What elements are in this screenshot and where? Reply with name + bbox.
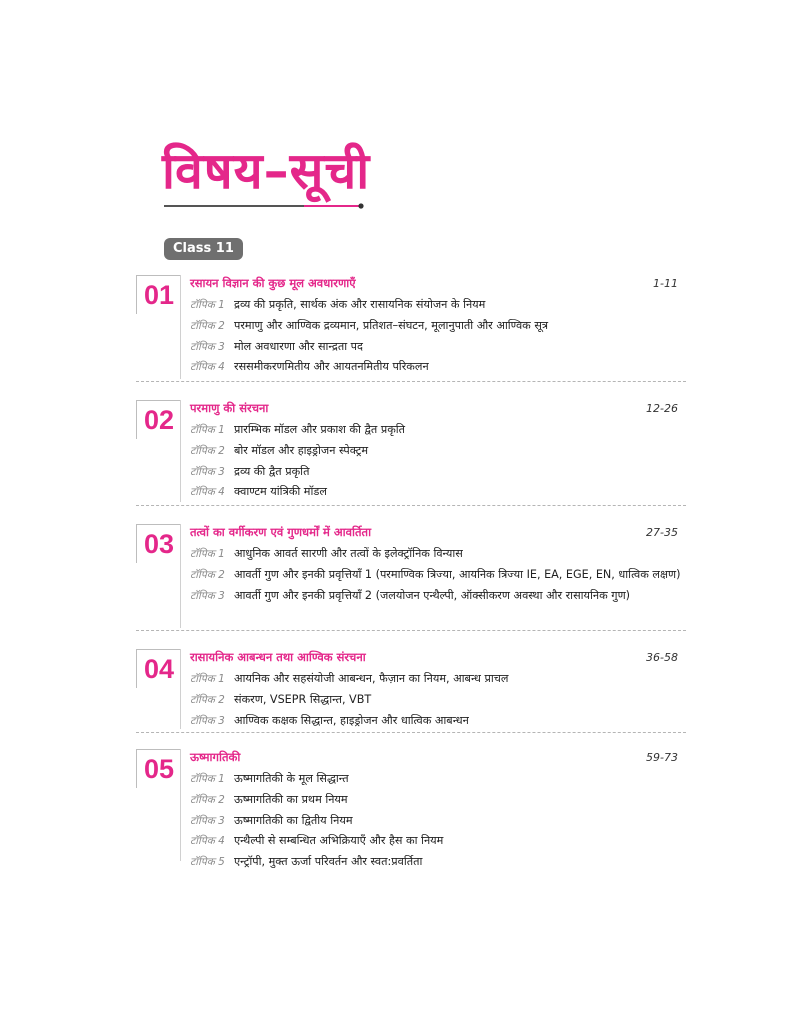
topic-item[interactable] [190,357,686,378]
topic-item[interactable] [190,711,686,732]
chapter-number: 01 [136,275,181,314]
topic-label: टॉपिक 1 [190,548,225,560]
topic-label: टॉपिक 3 [190,465,225,478]
chapter-number: 03 [136,524,181,563]
topic-label: टॉपिक 3 [190,589,225,602]
topic-text: आवर्ती गुण और इनकी प्रवृत्तियाँ 1 (परमाण्विक त्रिज्या, आयनिक त्रिज्या IE, EA, EGE, EN, धात्विक लक्षण) [234,567,681,581]
chapter-title[interactable]: तत्वों का वर्गीकरण एवं गुणधर्मों में आवर्तिता [190,525,372,539]
chapter-05 [136,749,686,869]
chapter-separator [136,630,686,631]
chapter-divider [180,649,181,729]
topic-label: टॉपिक 1 [190,773,225,785]
topic-item[interactable] [190,852,686,873]
topic-item[interactable] [190,669,686,690]
chapter-pages: 27-35 [646,526,678,539]
chapter-title[interactable]: परमाणु की संरचना [190,401,269,415]
class-badge: Class 11 [164,238,243,260]
topic-label: टॉपिक 5 [190,856,225,869]
topic-item[interactable] [190,337,686,358]
topic-label: टॉपिक 3 [190,340,225,353]
chapter-divider [180,524,181,628]
topic-label: टॉपिक 2 [190,568,225,581]
topic-label: टॉपिक 1 [190,299,225,311]
chapter-title[interactable]: रासायनिक आबन्धन तथा आण्विक संरचना [190,650,366,664]
topic-text: ऊष्मागतिकी का द्वितीय नियम [234,813,353,827]
topic-item[interactable] [190,316,686,337]
topic-item[interactable] [190,811,686,832]
chapter-number: 05 [136,749,181,788]
topic-label: टॉपिक 1 [190,673,225,685]
chapter-number: 02 [136,400,181,439]
topic-text: ऊष्मागतिकी का प्रथम नियम [234,792,348,806]
topic-text: मोल अवधारणा और सान्द्रता पद [234,339,363,353]
title-underline [164,203,364,209]
topic-item[interactable] [190,295,686,316]
topic-text: ऊष्मागतिकी के मूल सिद्धान्त [234,772,349,785]
chapter-separator [136,381,686,382]
topic-item[interactable] [190,420,686,441]
topic-text: द्रव्य की प्रकृति, सार्थक अंक और रासायनिक संयोजन के नियम [234,298,486,311]
topic-text: एन्ट्रॉपी, मुक्त ऊर्जा परिवर्तन और स्वत:प्रवर्तिता [234,855,423,869]
topic-label: टॉपिक 2 [190,793,225,806]
topic-item[interactable] [190,586,686,607]
topic-label: टॉपिक 4 [190,486,225,499]
topic-text: परमाणु और आण्विक द्रव्यमान, प्रतिशत–संघटन, मूलानुपाती और आण्विक सूत्र [234,318,549,332]
topic-text: आण्विक कक्षक सिद्धान्त, हाइड्रोजन और धात्विक आबन्धन [234,713,469,727]
topic-item[interactable] [190,565,686,586]
topic-text: संकरण, VSEPR सिद्धान्त, VBT [234,692,372,706]
topic-text: क्वाण्टम यांत्रिकी मॉडल [234,485,327,499]
chapter-title[interactable]: रसायन विज्ञान की कुछ मूल अवधारणाएँ [190,276,356,290]
chapter-divider [180,749,181,861]
topic-item[interactable] [190,790,686,811]
topic-label: टॉपिक 4 [190,835,225,848]
topic-text: द्रव्य की द्वैत प्रकृति [234,464,310,478]
chapter-divider [180,275,181,379]
chapter-divider [180,400,181,502]
chapter-pages: 36-58 [646,651,678,664]
page-title: विषय–सूची [162,142,371,200]
topic-item[interactable] [190,482,686,503]
topic-text: आवर्ती गुण और इनकी प्रवृत्तियाँ 2 (जलयोजन एन्थैल्पी, ऑक्सीकरण अवस्था और रासायनिक गुण) [234,588,631,602]
topic-item[interactable] [190,769,686,790]
chapter-04 [136,649,686,729]
topic-item[interactable] [190,441,686,462]
topic-label: टॉपिक 2 [190,444,225,457]
topic-item[interactable] [190,690,686,711]
topic-label: टॉपिक 3 [190,714,225,727]
chapter-separator [136,505,686,506]
chapter-03 [136,524,686,628]
topic-item[interactable] [190,544,686,565]
topic-text: एन्थैल्पी से सम्बन्धित अभिक्रियाएँ और हैस का नियम [234,834,444,848]
topic-text: आयनिक और सहसंयोजी आबन्धन, फैज़ान का नियम, आबन्ध प्राचल [234,672,509,685]
topic-item[interactable] [190,462,686,483]
topic-text: प्रारम्भिक मॉडल और प्रकाश की द्वैत प्रकृति [234,423,406,436]
topic-text: आधुनिक आवर्त सारणी और तत्वों के इलेक्ट्रॉनिक विन्यास [234,547,463,560]
chapter-pages: 1-11 [653,277,678,290]
topic-label: टॉपिक 2 [190,319,225,332]
chapter-separator [136,732,686,733]
chapter-01 [136,275,686,379]
topic-label: टॉपिक 4 [190,361,225,374]
chapter-02 [136,400,686,502]
topic-label: टॉपिक 2 [190,693,225,706]
topic-text: बोर मॉडल और हाइड्रोजन स्पेक्ट्रम [234,443,369,457]
chapter-title[interactable]: ऊष्मागतिकी [190,750,241,764]
topic-text: रससमीकरणमितीय और आयतनमितीय परिकलन [234,360,429,374]
topic-label: टॉपिक 3 [190,814,225,827]
topic-label: टॉपिक 1 [190,424,225,436]
chapter-pages: 12-26 [646,402,678,415]
chapter-number: 04 [136,649,181,688]
topic-item[interactable] [190,831,686,852]
chapter-pages: 59-73 [646,751,678,764]
